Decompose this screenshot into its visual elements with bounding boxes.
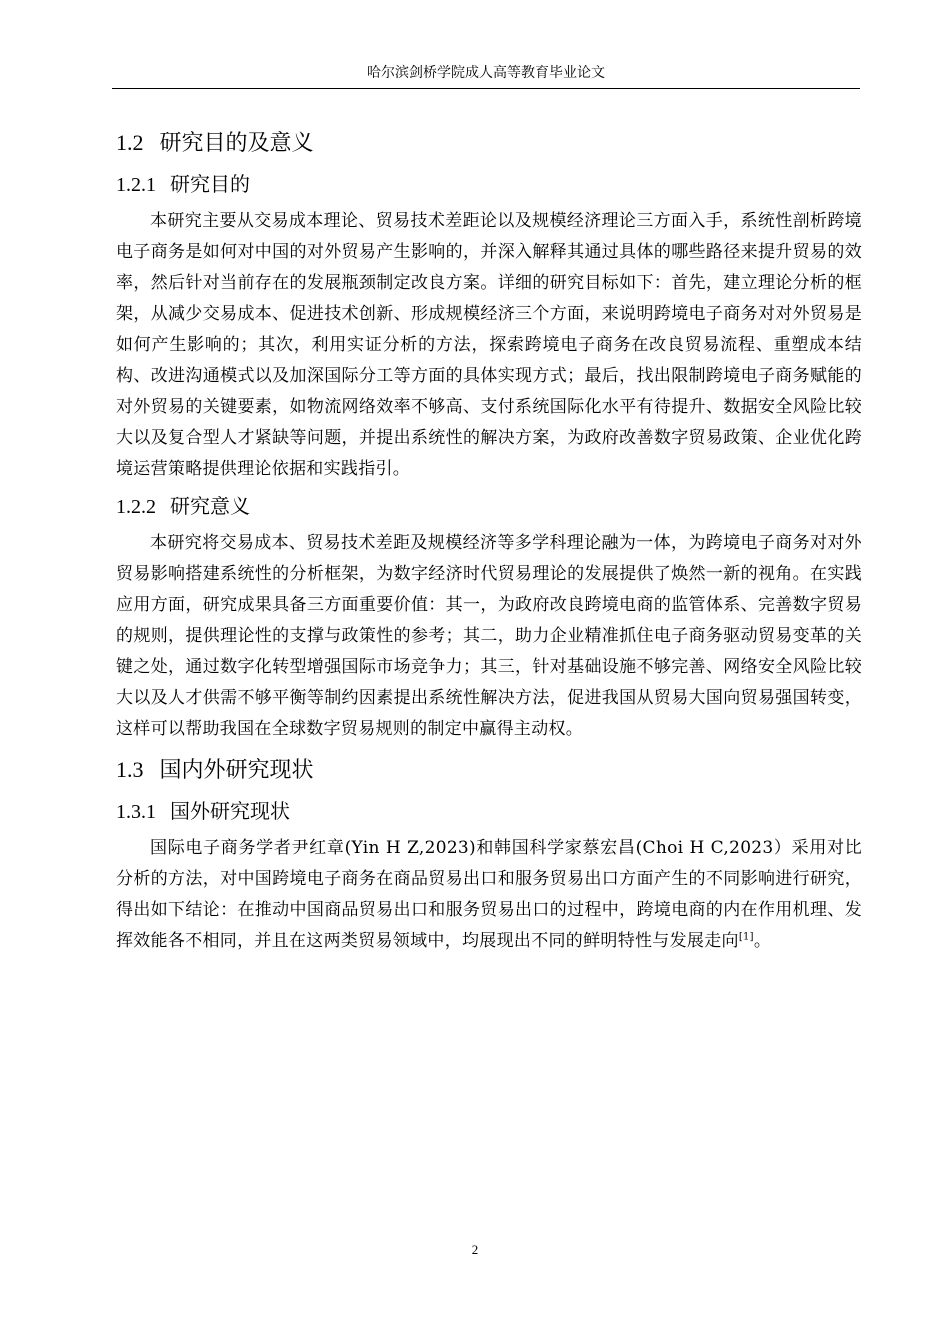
subsection-title: 研究意义: [170, 494, 250, 518]
subsection-title: 研究目的: [170, 172, 250, 196]
paragraph-end-punctuation: 。: [753, 931, 772, 951]
subsection-heading-1-3-1: [116, 794, 862, 829]
page-number: 2: [471, 1242, 479, 1257]
section-heading-1-3: [116, 751, 862, 790]
paragraph-research-significance: 本研究将交易成本、贸易技术差距及规模经济等多学科理论融为一体，为跨境电子商务对对外贸易影响搭建系统性的分析框架，为数字经济时代贸易理论的发展提供了焕然一新的视角。在实践应用方面，研究成果具备三方面重要价值：其一，为政府改良跨境电商的监管体系、完善数字贸易的规则，提供理论性的支撑与政策性的参考；其二，助力企业精准抓住电子商务驱动贸易变革的关键之处，通过数字化转型增强国际市场竞争力；其三，针对基础设施不够完善、网络安全风险比较大以及人才供需不够平衡等制约因素提出系统性解决方法，促进我国从贸易大国向贸易强国转变，这样可以帮助我国在全球数字贸易规则的制定中赢得主动权。: [116, 533, 862, 739]
subsection-heading-1-2-1: [116, 167, 862, 202]
subsection-heading-1-2-2: [116, 489, 862, 524]
paragraph-text: 国际电子商务学者尹红章(Yin H Z,2023)和韩国科学家蔡宏昌(Choi H C,2023）采用对比分析的方法，对中国跨境电子商务在商品贸易出口和服务贸易出口方面产生的不同影响进行研究，得出如下结论：在推动中国商品贸易出口和服务贸易出口的过程中，跨境电商的内在作用机理、发挥效能各不相同，并且在这两类贸易领域中，均展现出不同的鲜明特性与发展走向: [116, 838, 862, 951]
subsection-title: 国外研究现状: [170, 799, 290, 823]
paragraph-research-purpose: 本研究主要从交易成本理论、贸易技术差距论以及规模经济理论三方面入手，系统性剖析跨境电子商务是如何对中国的对外贸易产生影响的，并深入解释其通过具体的哪些路径来提升贸易的效率，然后针对当前存在的发展瓶颈制定改良方案。详细的研究目标如下：首先，建立理论分析的框架，从减少交易成本、促进技术创新、形成规模经济三个方面，来说明跨境电子商务对对外贸易是如何产生影响的；其次，利用实证分析的方法，探索跨境电子商务在改良贸易流程、重塑成本结构、改进沟通模式以及加深国际分工等方面的具体实现方式；最后，找出限制跨境电子商务赋能的对外贸易的关键要素，如物流网络效率不够高、支付系统国际化水平有待提升、数据安全风险比较大以及复合型人才紧缺等问题，并提出系统性的解决方案，为政府改善数字贸易政策、企业优化跨境运营策略提供理论依据和实践指引。: [116, 211, 862, 479]
subsection-number: 1.3.1: [116, 801, 156, 823]
paragraph-foreign-research: [116, 833, 862, 957]
subsection-number: 1.2.2: [116, 496, 156, 518]
subsection-number: 1.2.1: [116, 174, 156, 196]
header-rule: [112, 88, 860, 89]
section-title: 研究目的及意义: [159, 131, 314, 156]
section-number: 1.3: [116, 757, 144, 782]
section-title: 国内外研究现状: [159, 758, 314, 783]
section-number: 1.2: [116, 130, 144, 155]
section-heading-1-2: [116, 124, 862, 163]
page-content: [116, 124, 862, 957]
citation-reference: [1]: [738, 931, 754, 943]
running-header: 哈尔滨剑桥学院成人高等教育毕业论文: [367, 65, 605, 81]
